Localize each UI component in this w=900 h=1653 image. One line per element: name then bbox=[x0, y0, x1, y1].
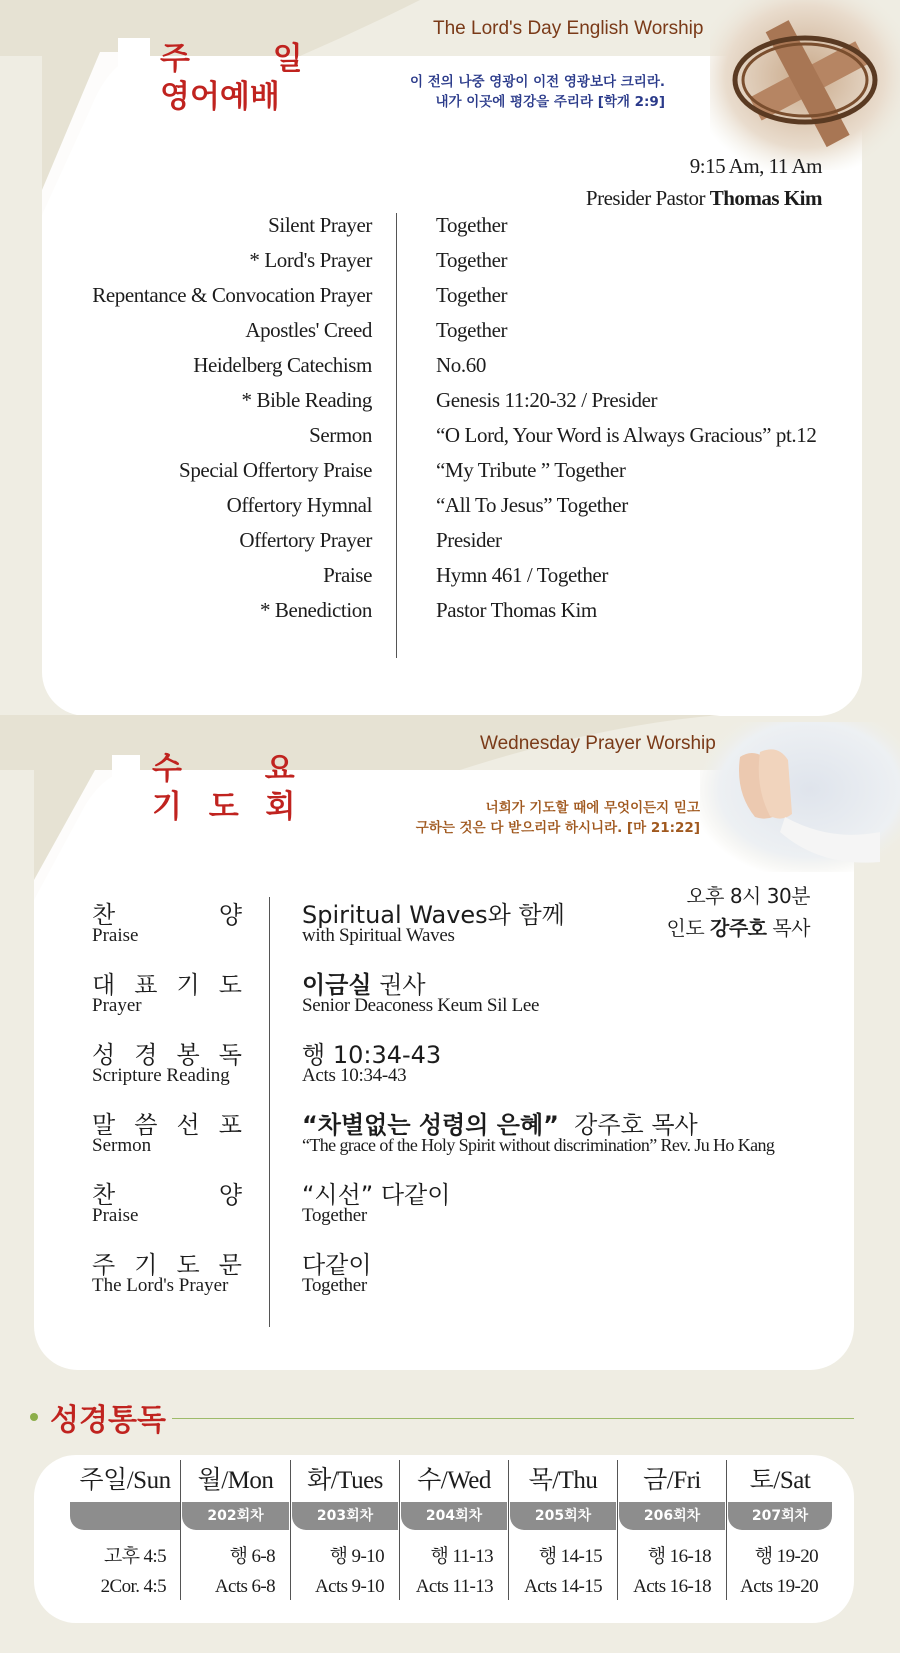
wednesday-order-row bbox=[92, 1035, 852, 1105]
column-divider bbox=[290, 1460, 291, 1600]
order-label-ko: 찬 양 bbox=[92, 1181, 242, 1209]
day-reading: 행 11-13 Acts 11-13 bbox=[415, 1546, 493, 1597]
wednesday-service-time: 오후 8시 30분 bbox=[686, 884, 810, 908]
session-tab: 203회차 bbox=[292, 1502, 398, 1530]
bible-reading-title: 성경통독 bbox=[50, 1403, 166, 1438]
sunday-verse-line2: 내가 이곳에 평강을 주리라 [학개 2:9] bbox=[435, 94, 665, 110]
day-column-wed bbox=[401, 1460, 507, 1602]
order-label-en: Praise bbox=[92, 925, 139, 946]
day-reading: 고후 4:5 2Cor. 4:5 bbox=[100, 1546, 166, 1597]
wednesday-order-row bbox=[92, 965, 852, 1035]
bullet-dot bbox=[30, 1413, 38, 1421]
sunday-title-line2: 영어예배 bbox=[160, 79, 280, 115]
order-row: Repentance & Convocation Prayer Together bbox=[92, 283, 508, 307]
leader-name: 강주호 bbox=[710, 916, 767, 940]
day-name: 토/Sat bbox=[749, 1467, 811, 1494]
day-reading: 행 6-8 Acts 6-8 bbox=[214, 1546, 275, 1597]
day-name: 월/Mon bbox=[197, 1467, 274, 1494]
order-label-en: Sermon bbox=[92, 1135, 152, 1156]
sunday-time-block bbox=[586, 150, 822, 214]
day-name: 금/Fri bbox=[643, 1467, 701, 1494]
sunday-verse bbox=[410, 72, 665, 112]
order-value-en: “The grace of the Holy Spirit without discrimination” Rev. Ju Ho Kang bbox=[302, 1135, 775, 1155]
wednesday-order-row bbox=[92, 1175, 852, 1245]
day-name: 목/Thu bbox=[528, 1467, 598, 1494]
day-column-mon bbox=[182, 1460, 289, 1602]
wednesday-verse-line2: 구하는 것은 다 받으리라 하시니라. [마 21:22] bbox=[415, 820, 700, 836]
session-tab: 202회차 bbox=[182, 1502, 289, 1530]
sunday-service-time: 9:15 Am, 11 Am bbox=[689, 154, 822, 178]
order-row: Special Offertory Praise “My Tribute ” Together bbox=[179, 458, 626, 482]
order-value-ko: 다같이 bbox=[302, 1251, 372, 1279]
day-reading: 행 19-20 Acts 19-20 bbox=[740, 1546, 818, 1597]
day-name: 주일/Sun bbox=[79, 1467, 171, 1494]
order-label-en: Scripture Reading bbox=[92, 1065, 230, 1086]
order-value-ko: 이금실 권사 bbox=[302, 971, 426, 999]
day-column-sat bbox=[728, 1460, 832, 1602]
sunday-presider: Presider Pastor Thomas Kim bbox=[585, 186, 822, 210]
column-divider bbox=[180, 1460, 181, 1600]
wednesday-order-row bbox=[92, 1105, 852, 1175]
sunday-verse-line1: 이 전의 나중 영광이 이전 영광보다 크리라. bbox=[409, 74, 665, 90]
session-tab: 204회차 bbox=[401, 1502, 507, 1530]
order-row: Offertory Hymnal “All To Jesus” Together bbox=[226, 493, 628, 517]
order-row: Praise Hymn 461 / Together bbox=[323, 563, 608, 587]
column-divider bbox=[726, 1460, 727, 1600]
title-rule bbox=[172, 1418, 854, 1419]
wednesday-english-title: Wednesday Prayer Worship bbox=[480, 733, 716, 754]
day-name: 화/Tues bbox=[307, 1467, 383, 1494]
day-column-thu bbox=[510, 1460, 616, 1602]
day-name: 수/Wed bbox=[417, 1467, 491, 1494]
session-tab: 207회차 bbox=[728, 1502, 832, 1530]
order-row: Sermon “O Lord, Your Word is Always Gracious” pt.12 bbox=[309, 423, 817, 447]
order-value-en: Together bbox=[302, 1275, 367, 1296]
order-row: Heidelberg Catechism No.60 bbox=[193, 353, 486, 377]
sunday-english-title: The Lord's Day English Worship bbox=[433, 18, 704, 39]
wednesday-order-row bbox=[92, 895, 852, 965]
column-divider bbox=[508, 1460, 509, 1600]
day-column-tue bbox=[292, 1460, 398, 1602]
order-value-en: Acts 10:34-43 bbox=[302, 1065, 407, 1086]
order-row: * Lord's Prayer Together bbox=[249, 248, 508, 272]
day-reading: 행 9-10 Acts 9-10 bbox=[314, 1546, 384, 1597]
day-column-fri bbox=[619, 1460, 725, 1602]
order-row: Offertory Prayer Presider bbox=[239, 528, 502, 552]
crown-of-thorns-icon bbox=[710, 0, 900, 170]
sunday-order-list bbox=[40, 210, 840, 630]
session-tab bbox=[70, 1502, 180, 1530]
wednesday-verse-line1: 너희가 기도할 때에 무엇이든지 믿고 bbox=[485, 800, 700, 816]
order-label-ko: 찬 양 bbox=[92, 901, 242, 929]
order-row: Apostles' Creed Together bbox=[245, 318, 508, 342]
order-value-en: Senior Deaconess Keum Sil Lee bbox=[302, 995, 540, 1016]
session-tab: 205회차 bbox=[510, 1502, 616, 1530]
praying-hands-icon bbox=[700, 722, 900, 872]
order-label-ko: 대 표 기 도 bbox=[92, 971, 242, 999]
wednesday-title-line2: 기 도 회 bbox=[152, 789, 304, 825]
order-row: Silent Prayer Together bbox=[268, 213, 508, 237]
order-label-ko: 주 기 도 문 bbox=[92, 1251, 242, 1279]
wednesday-title-line1: 수 요 bbox=[152, 751, 331, 787]
wednesday-verse bbox=[416, 798, 700, 838]
order-label-en: The Lord's Prayer bbox=[92, 1275, 229, 1296]
order-value-ko: “시선” 다같이 bbox=[302, 1181, 451, 1209]
order-row: * Benediction Pastor Thomas Kim bbox=[259, 598, 597, 622]
order-value-en: with Spiritual Waves bbox=[302, 925, 455, 946]
wednesday-leader: 인도 강주호 목사 bbox=[666, 916, 810, 940]
column-divider bbox=[399, 1460, 400, 1600]
order-label-ko: 말 씀 선 포 bbox=[92, 1111, 242, 1139]
order-value-ko: Spiritual Waves와 함께 bbox=[302, 901, 565, 929]
day-reading: 행 16-18 Acts 16-18 bbox=[633, 1546, 711, 1597]
order-label-en: Praise bbox=[92, 1205, 139, 1226]
order-value-ko: “차별없는 성령의 은혜” 강주호 목사 bbox=[302, 1111, 698, 1139]
day-reading: 행 14-15 Acts 14-15 bbox=[524, 1546, 602, 1597]
order-row: * Bible Reading Genesis 11:20-32 / Presider bbox=[241, 388, 658, 412]
order-value-ko: 행 10:34-43 bbox=[302, 1041, 442, 1069]
wednesday-korean-title bbox=[152, 750, 331, 826]
order-label-en: Prayer bbox=[92, 995, 142, 1016]
order-label-ko: 성 경 봉 독 bbox=[92, 1041, 242, 1069]
session-tab: 206회차 bbox=[619, 1502, 725, 1530]
order-value-en: Together bbox=[302, 1205, 367, 1226]
column-divider bbox=[617, 1460, 618, 1600]
day-column-sun bbox=[70, 1460, 180, 1602]
sunday-title-line1: 주 일 bbox=[160, 41, 339, 77]
sunday-korean-title bbox=[160, 40, 339, 116]
wednesday-order-row bbox=[92, 1245, 852, 1315]
presider-name: Thomas Kim bbox=[709, 186, 822, 210]
